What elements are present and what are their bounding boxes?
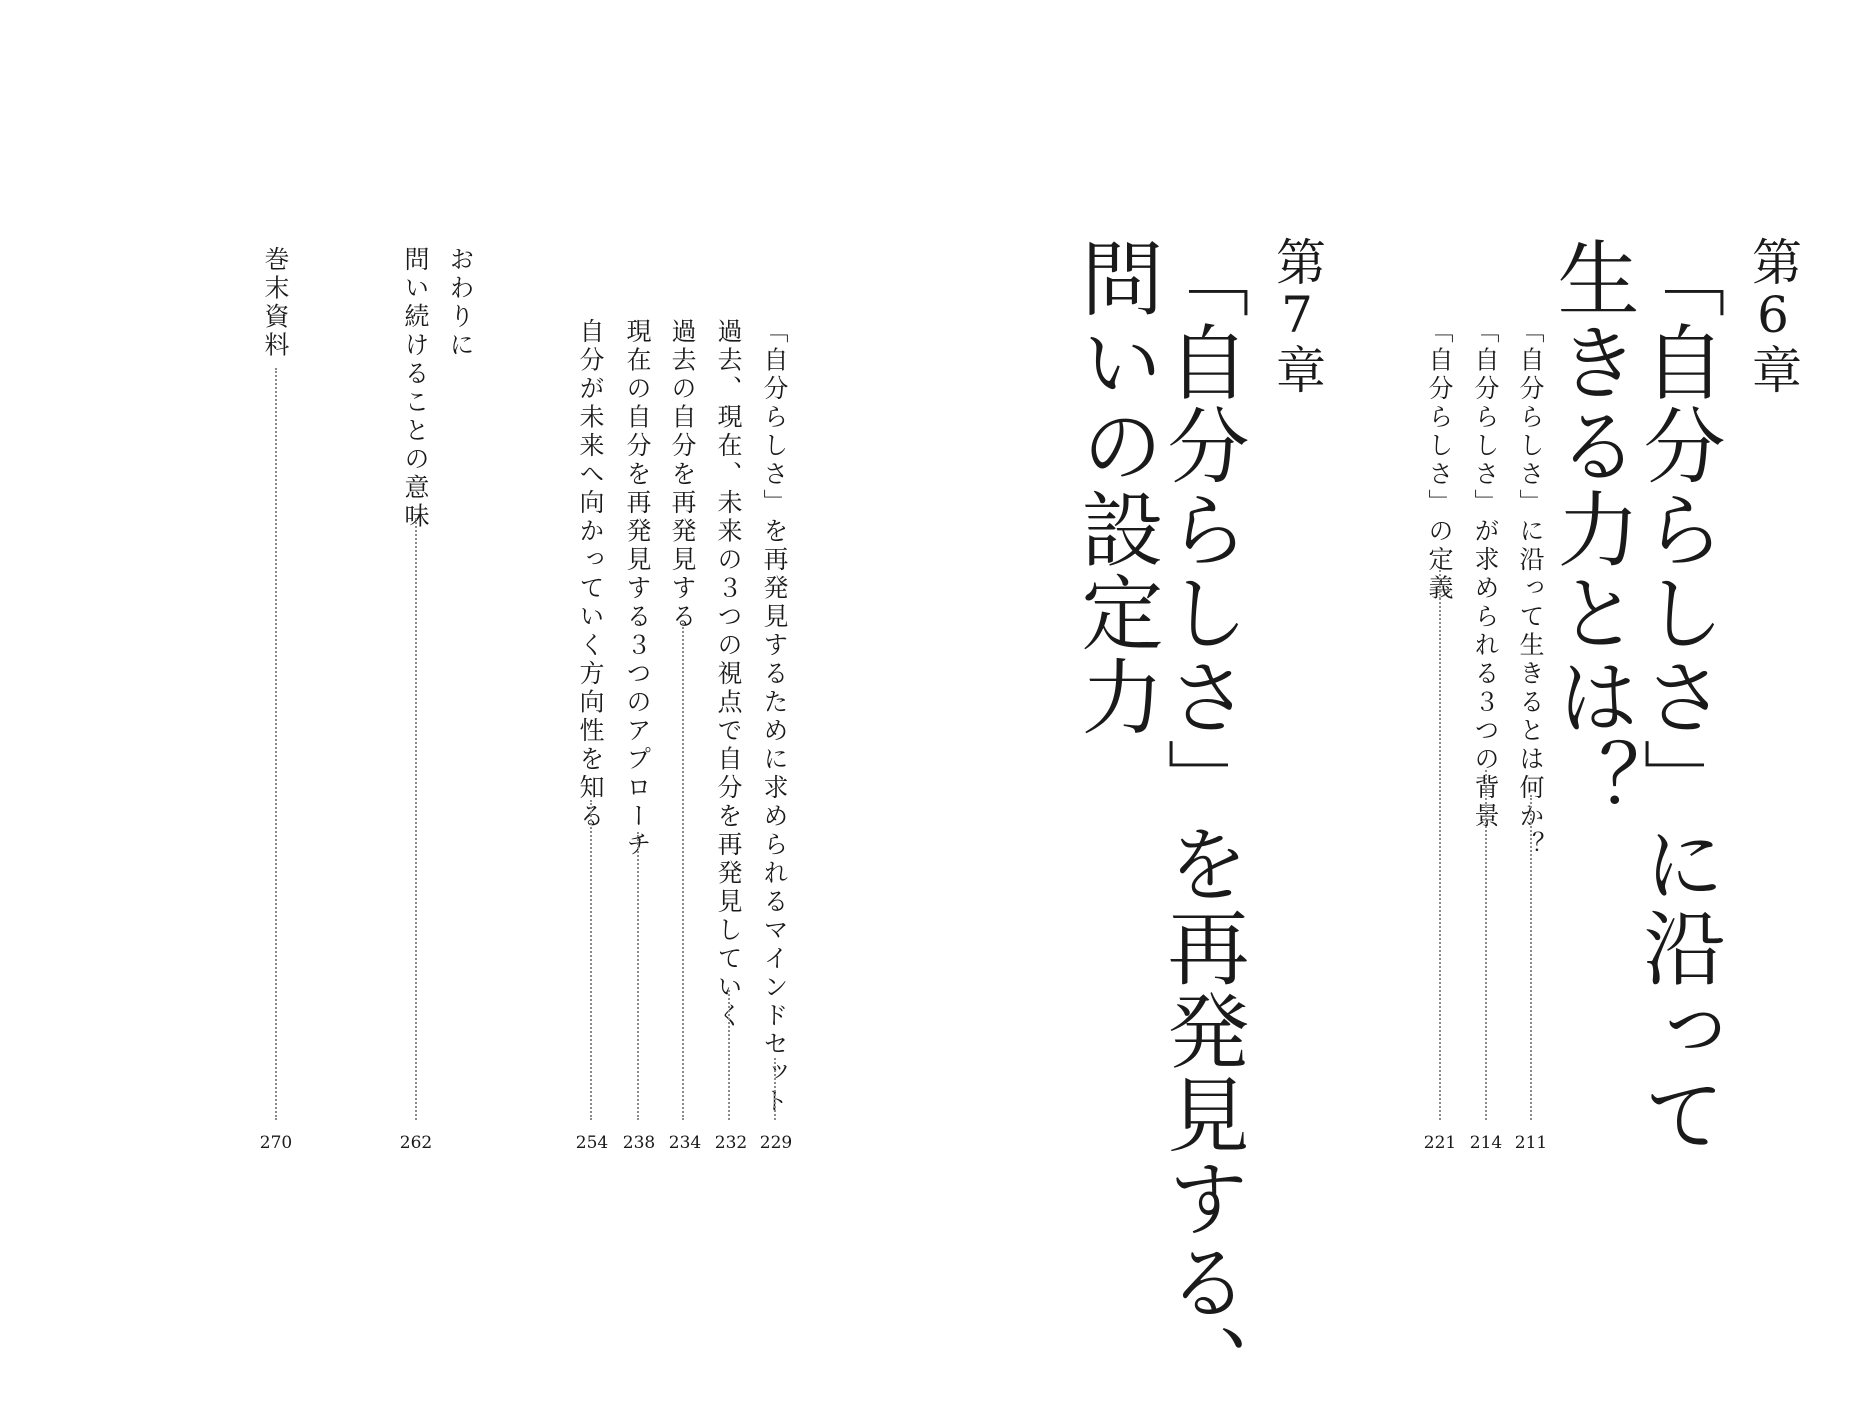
toc-page-6-2: 214 [1469, 1133, 1503, 1153]
toc-page-7-1: 229 [759, 1133, 793, 1153]
chapter6-label: 第6章 [1744, 236, 1802, 394]
toc-page-7-2: 232 [714, 1133, 748, 1153]
toc-page-7-5: 254 [575, 1133, 609, 1153]
toc-leader-7-5 [590, 800, 592, 1120]
chapter6-title-line2: 生きる力とは？ [1544, 236, 1639, 822]
chapter7-title-line1: 「自分らしさ」を再発見する、 [1154, 236, 1249, 1407]
afterword-leader [415, 518, 417, 1120]
toc-leader-7-1 [774, 1058, 776, 1120]
afterword-page: 262 [399, 1133, 433, 1153]
toc-entry-6-3[interactable]: 「自分らしさ」の定義 [1425, 318, 1454, 603]
chapter6-title-line1: 「自分らしさ」に沿って [1630, 236, 1725, 1157]
appendix-leader [275, 368, 277, 1120]
toc-leader-6-1 [1530, 795, 1532, 1120]
toc-leader-7-3 [682, 620, 684, 1120]
toc-entry-7-2[interactable]: 過去、現在、未来の３つの視点で自分を再発見していく [714, 318, 743, 1031]
toc-leader-6-2 [1485, 770, 1487, 1120]
toc-entry-7-3[interactable]: 過去の自分を再発見する [668, 318, 697, 632]
chapter7-title-line2: 問いの設定力 [1068, 236, 1163, 738]
toc-entry-7-5[interactable]: 自分が未来へ向かっていく方向性を知る [576, 318, 605, 831]
toc-entry-7-4[interactable]: 現在の自分を再発見する３つのアプローチ [623, 318, 652, 860]
afterword-heading: おわりに [446, 246, 475, 360]
toc-page-6-3: 221 [1423, 1133, 1457, 1153]
toc-page-7-3: 234 [668, 1133, 702, 1153]
toc-page-7-4: 238 [622, 1133, 656, 1153]
toc-entry-6-2[interactable]: 「自分らしさ」が求められる３つの背景 [1471, 318, 1500, 831]
toc-page-6-1: 211 [1514, 1133, 1548, 1153]
toc-leader-7-4 [637, 832, 639, 1120]
toc-leader-7-2 [728, 990, 730, 1120]
appendix-page: 270 [259, 1133, 293, 1153]
afterword-title[interactable]: 問い続けることの意味 [401, 246, 430, 531]
toc-entry-7-1[interactable]: 「自分らしさ」を再発見するために求められるマインドセット [760, 318, 789, 1116]
chapter7-label: 第7章 [1268, 236, 1326, 394]
toc-leader-6-3 [1439, 570, 1441, 1120]
appendix-title[interactable]: 巻末資料 [261, 246, 290, 360]
toc-entry-6-1[interactable]: 「自分らしさ」に沿って生きるとは何か？ [1516, 318, 1545, 860]
